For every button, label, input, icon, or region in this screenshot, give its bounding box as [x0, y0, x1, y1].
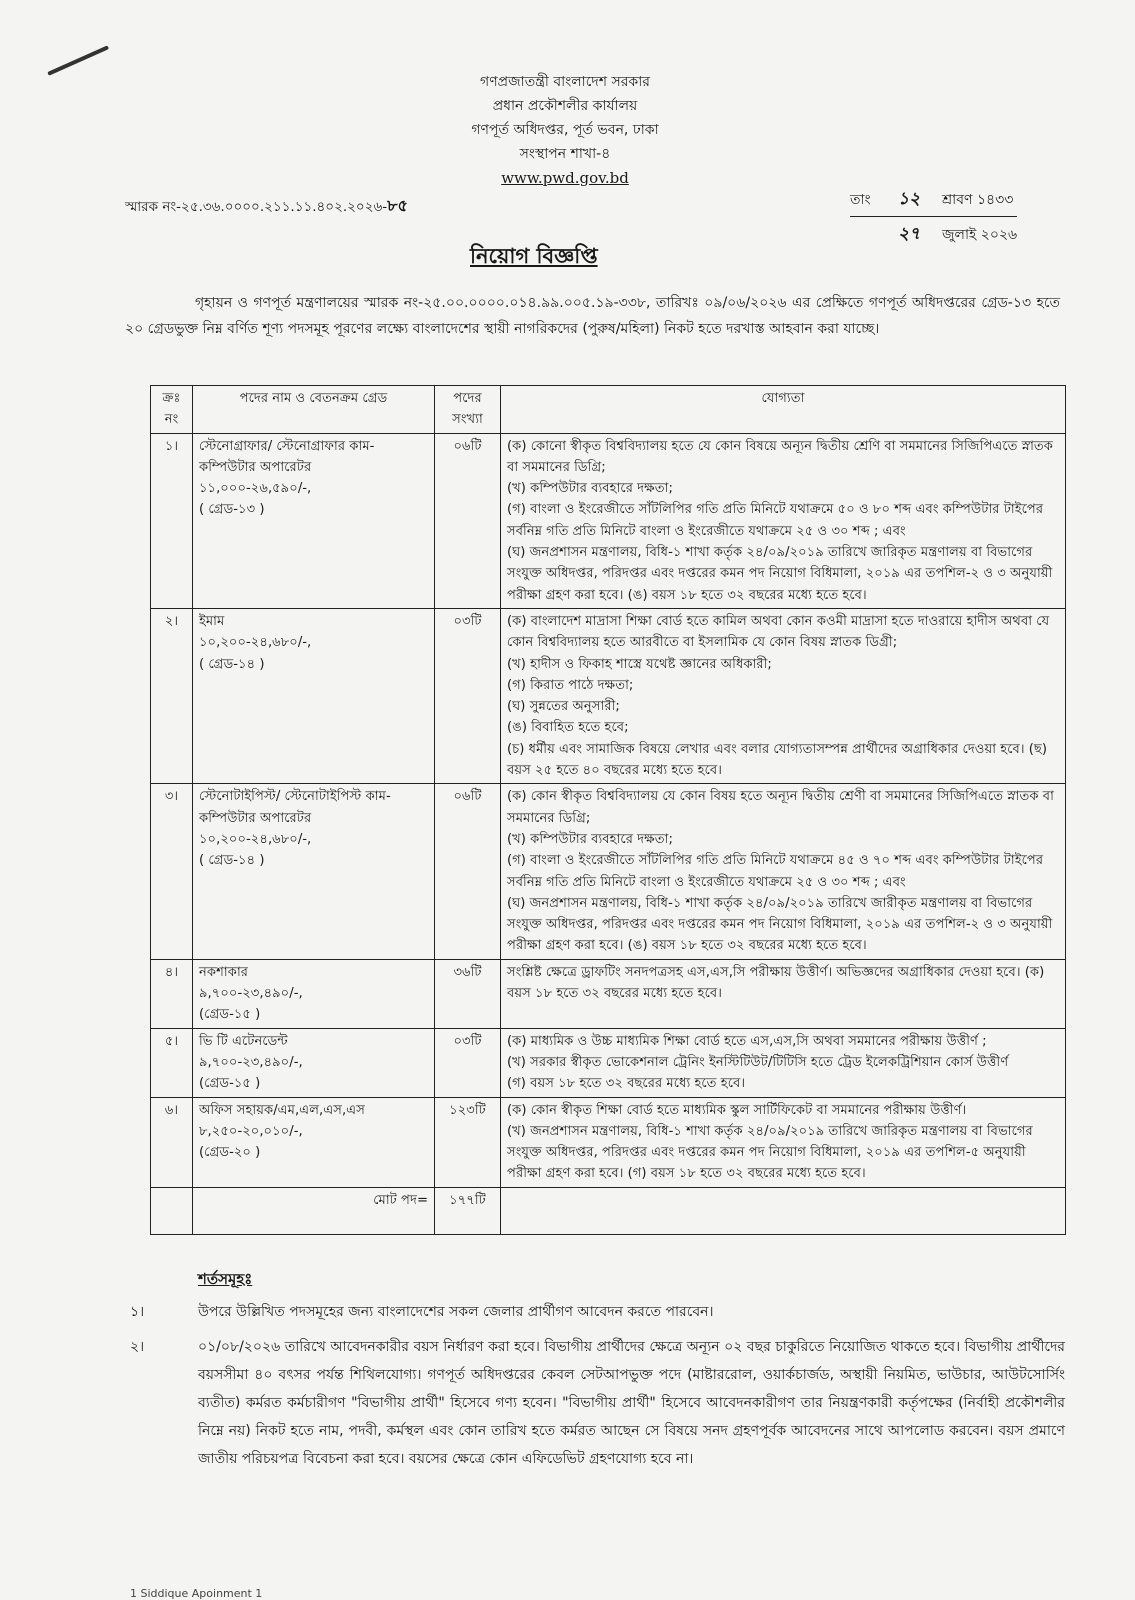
qualification-line: সংশ্লিষ্ট ক্ষেত্রে ড্রাফটিং সনদপত্রসহ এস,এস,সি পরীক্ষায় উত্তীর্ণ। অভিজ্ঞদের অগ্রাধিকার দেওয়া হবে। (ক) বয়স ১৮ হতে ৩২ বছরের মধ্যে হতে হবে। [507, 964, 1045, 1002]
pay-scale: ৯,৭০০-২৩,৪৯০/-, [199, 986, 303, 1002]
pay-scale: ১১,০০০-২৬,৫৯০/-, [199, 481, 312, 497]
bangla-day: ১২ [898, 189, 921, 209]
qualification-line: (ক) কোন স্বীকৃত শিক্ষা বোর্ড হতে মাধ্যমিক স্কুল সার্টিফিকেট বা সমমানের পরীক্ষায় উত্তীর্ণ। [507, 1102, 967, 1118]
post-cell [193, 608, 435, 783]
table-row [151, 608, 1066, 783]
grade: ( গ্রেড-১৪ ) [199, 853, 265, 869]
post-cell [193, 959, 435, 1028]
serial-cell: ৪। [151, 959, 193, 1028]
term-item [130, 1298, 1065, 1326]
grade: ( গ্রেড-১৪ ) [199, 656, 265, 672]
website-link[interactable]: www.pwd.gov.bd [501, 169, 629, 187]
qualification-line: (ক) কোন স্বীকৃত বিশ্ববিদ্যালয় যে কোন বিষয় হতে অন্যূন দ্বিতীয় শ্রেণী বা সমমানের সিজিপিএতে স্নাতক বা সমমানের ডিগ্রি; [507, 789, 1054, 826]
table-row [151, 959, 1066, 1028]
date-label: তাং [850, 192, 871, 208]
total-row [151, 1187, 1066, 1234]
qualification-line: (ঘ) জনপ্রশাসন মন্ত্রণালয়, বিধি-১ শাখা কর্তৃক ২৪/০৯/২০১৯ তারিখে জারিকৃত মন্ত্রণালয় বা বিভাগের সংযুক্ত অধিদপ্তর, পরিদপ্তর এবং দপ্তরের কমন পদ নিয়োগ বিধিমালা, ২০১৯ এর তপশিল-২ ও ৩ অনুযায়ী পরীক্ষা গ্রহণ করা হবে। (ঙ) বয়স ১৮ হতে ৩২ বছরের মধ্যে হতে হবে। [507, 545, 1053, 603]
post-cell [193, 1028, 435, 1097]
table-row [151, 433, 1066, 608]
grade: ( গ্রেড-১৩ ) [199, 502, 265, 518]
header-count: পদের সংখ্যা [435, 386, 501, 434]
english-month-year: জুলাই ২০২৬ [942, 227, 1018, 243]
pay-scale: ১০,২০০-২৪,৬৮০/-, [199, 635, 312, 651]
total-value: ১৭৭টি [435, 1187, 501, 1234]
post-count-cell: ৩৬টি [435, 959, 501, 1028]
header-line-4: সংস্থাপন শাখা-৪ [519, 146, 611, 162]
post-name: নকশাকার [199, 964, 249, 980]
post-name: অফিস সহায়ক/এম,এল,এস,এস [199, 1102, 365, 1118]
bangla-month-year: শ্রাবণ ১৪৩৩ [942, 192, 1014, 208]
qualification-cell [501, 608, 1066, 783]
pen-mark [47, 45, 109, 75]
post-count-cell: ০৬টি [435, 433, 501, 608]
post-cell [193, 784, 435, 959]
term-item [130, 1333, 1065, 1473]
post-name: ইমাম [199, 613, 225, 629]
term-number: ২। [130, 1339, 145, 1355]
memo-prefix: স্মারক নং-২৫.৩৬.০০০০.২১১.১১.৪০২.২০২৬- [125, 199, 388, 215]
qualification-cell [501, 784, 1066, 959]
post-cell [193, 1097, 435, 1187]
qualification-line: (খ) সরকার স্বীকৃত ভোকেশনাল ট্রেনিং ইনস্টিটিউট/টিটিসি হতে ট্রেড ইলেকট্রিশিয়ান কোর্স উত্তীর্ণ [507, 1054, 1009, 1070]
memo-number [125, 193, 408, 220]
header-post: পদের নাম ও বেতনক্রম গ্রেড [193, 386, 435, 434]
table-row [151, 1097, 1066, 1187]
notice-title: নিয়োগ বিজ্ঞপ্তি [470, 244, 598, 268]
grade: (গ্রেড-১৫ ) [199, 1076, 261, 1092]
serial-cell: ৫। [151, 1028, 193, 1097]
grade: (গ্রেড-২০ ) [199, 1145, 261, 1161]
english-day: ২৭ [898, 224, 921, 244]
term-text: ০১/০৮/২০২৬ তারিখে আবেদনকারীর বয়স নির্ধারণ করা হবে। বিভাগীয় প্রার্থীদের ক্ষেত্রে অন্যূন ০২ বছর চাকুরিতে নিয়োজিত থাকতে হবে। বিভাগীয় প্রার্থীদের বয়সসীমা ৪০ বৎসর পর্যন্ত শিথিলযোগ্য। গণপূর্ত অধিদপ্তরের কেবল সেটআপভুক্ত পদে (মাষ্টাররোল, ওয়ার্কচার্জড, অস্থায়ী নিয়মিত, ভাউচার, আউটসোর্সিং ব্যতীত) কর্মরত কর্মচারীগণ "বিভাগীয় প্রার্থী" হিসেবে গণ্য হবেন। "বিভাগীয় প্রার্থী" হিসেবে আবেদনকারীগণ তার নিয়ন্ত্রণকারী কর্তৃপক্ষের (নির্বাহী প্রকৌশলীর নিম্নে নয়) নিকট হতে নাম, পদবী, কর্মস্থল এবং কোন তারিখ হতে কর্মরত আছেন সে বিষয়ে সনদ গ্রহণপূর্বক আবেদনের সাথে আপলোড করবেন। বয়স প্রমাণে জাতীয় পরিচয়পত্র বিবেচনা করা হবে। বয়সের ক্ষেত্রে কোন এফিডেভিট গ্রহণযোগ্য হবে না। [198, 1339, 1065, 1467]
qualification-line: (ক) মাধ্যমিক ও উচ্চ মাধ্যমিক শিক্ষা বোর্ড হতে এস,এস,সি অথবা সমমানের পরীক্ষায় উত্তীর্ণ ; [507, 1033, 987, 1049]
qualification-cell [501, 1028, 1066, 1097]
post-count-cell: ০৩টি [435, 608, 501, 783]
post-name: স্টেনোটাইপিস্ট/ স্টেনোটাইপিস্ট কাম-কম্পিউটার অপারেটর [199, 789, 391, 826]
qualification-line: (খ) হাদীস ও ফিকাহ শাস্ত্রে যথেষ্ট জ্ঞানের অধিকারী; [507, 656, 772, 672]
qualification-line: (গ) কিরাত পাঠে দক্ষতা; [507, 677, 634, 693]
qualification-line: (ঙ) বিবাহিত হতে হবে; [507, 720, 629, 736]
header-line-3: গণপূর্ত অধিদপ্তর, পূর্ত ভবন, ঢাকা [471, 122, 659, 138]
pay-scale: ৯,৭০০-২৩,৪৯০/-, [199, 1054, 303, 1070]
total-label: মোট পদ= [193, 1187, 435, 1234]
qualification-line: (ঘ) সুন্নতের অনুসারী; [507, 699, 620, 715]
header-line-2: প্রধান প্রকৌশলীর কার্যালয় [492, 98, 638, 114]
office-header [380, 70, 750, 190]
serial-cell: ৬। [151, 1097, 193, 1187]
post-name: ভি টি এটেনডেন্ট [199, 1033, 288, 1049]
table-row [151, 784, 1066, 959]
post-name: স্টেনোগ্রাফার/ স্টেনোগ্রাফার কাম-কম্পিউটার অপারেটর [199, 438, 375, 475]
qualification-cell [501, 1097, 1066, 1187]
qualification-line: (খ) কম্পিউটার ব্যবহারে দক্ষতা; [507, 831, 673, 847]
qualification-line: (গ) বাংলা ও ইংরেজীতে সাঁটলিপির গতি প্রতি মিনিটে যথাক্রমে ৪৫ ও ৭০ শব্দ এবং কম্পিউটার টাইপের সর্বনিম্ন গতি প্রতি মিনিটে বাংলা ও ইংরেজীতে যথাক্রমে ২৫ ও ৩০ শব্দ ; এবং [507, 853, 1044, 890]
memo-handwritten-number: ৮৫ [387, 196, 408, 215]
pay-scale: ১০,২০০-২৪,৬৮০/-, [199, 831, 312, 847]
post-count-cell: ০৩টি [435, 1028, 501, 1097]
pay-scale: ৮,২৫০-২০,০১০/-, [199, 1123, 303, 1139]
qualification-cell [501, 433, 1066, 608]
post-count-cell: ০৬টি [435, 784, 501, 959]
vacancy-table [150, 385, 1066, 1235]
table-header-row [151, 386, 1066, 434]
qualification-line: (গ) বয়স ১৮ হতে ৩২ বছরের মধ্যে হতে হবে। [507, 1076, 746, 1092]
header-qualification: যোগ্যতা [501, 386, 1066, 434]
intro-paragraph: গৃহায়ন ও গণপূর্ত মন্ত্রণালয়ের স্মারক নং-২৫.০০.০০০০.০১৪.৯৯.০০৫.১৯-৩৩৮, তারিখঃ ০৯/০৬/২০২৬ এর প্রেক্ষিতে গণপূর্ত অধিদপ্তরের গ্রেড-১৩ হতে ২০ গ্রেডভুক্ত নিম্ন বর্ণিত শূণ্য পদসমূহ পূরণের লক্ষ্যে বাংলাদেশের স্থায়ী নাগরিকদের (পুরুষ/মহিলা) নিকট হতে দরখাস্ত আহবান করা যাচ্ছে। [125, 295, 1060, 337]
post-count-cell: ১২৩টি [435, 1097, 501, 1187]
post-cell [193, 433, 435, 608]
footer-note: 1 Siddique Apoinment 1 [130, 1587, 263, 1600]
term-text: উপরে উল্লিখিত পদসমূহের জন্য বাংলাদেশের সকল জেলার প্রার্থীগণ আবেদন করতে পারবেন। [198, 1304, 714, 1320]
terms-title: শর্তসমূহঃ [198, 1270, 253, 1288]
serial-cell: ৩। [151, 784, 193, 959]
qualification-line: (খ) কম্পিউটার ব্যবহারে দক্ষতা; [507, 481, 673, 497]
table-row [151, 1028, 1066, 1097]
serial-cell: ২। [151, 608, 193, 783]
qualification-line: (ক) বাংলাদেশ মাদ্রাসা শিক্ষা বোর্ড হতে কামিল অথবা কোন কওমী মাদ্রাসা হতে দাওরায়ে হাদীস অথবা যে কোন বিশ্ববিদ্যালয় হতে আরবীতে বা ইসলামিক যে কোন বিষয় স্নাতক ডিগ্রী; [507, 613, 1050, 651]
qualification-line: (ক) কোনো স্বীকৃত বিশ্ববিদ্যালয় হতে যে কোন বিষয়ে অন্যূন দ্বিতীয় শ্রেণি বা সমমানের সিজিপিএতে স্নাতক বা সমমানের ডিগ্রি; [507, 438, 1054, 475]
qualification-line: (গ) বাংলা ও ইংরেজীতে সাঁটলিপির গতি প্রতি মিনিটে যথাক্রমে ৫০ ও ৮০ শব্দ এবং কম্পিউটার টাইপের সর্বনিম্ন গতি প্রতি মিনিটে বাংলা ও ইংরেজীতে যথাক্রমে ২৫ ও ৩০ শব্দ ; এবং [507, 502, 1044, 539]
grade: (গ্রেড-১৫ ) [199, 1007, 261, 1023]
qualification-line: (ঘ) জনপ্রশাসন মন্ত্রণালয়, বিধি-১ শাখা কর্তৃক ২৪/০৯/২০১৯ তারিখে জারীকৃত মন্ত্রণালয় বা বিভাগের সংযুক্ত অধিদপ্তর, পরিদপ্তর এবং দপ্তরের কমন পদ নিয়োগ বিধিমালা, ২০১৯ এর তপশিল-২ ও ৩ অনুযায়ী পরীক্ষা গ্রহণ করা হবে। (ঙ) বয়স ১৮ হতে ৩২ বছরের মধ্যে হতে হবে। [507, 895, 1053, 954]
header-line-1: গণপ্রজাতন্ত্রী বাংলাদেশ সরকার [480, 74, 650, 90]
serial-cell: ১। [151, 433, 193, 608]
term-number: ১। [130, 1304, 145, 1320]
date-block [850, 186, 1017, 249]
header-serial: ক্রঃ নং [151, 386, 193, 434]
qualification-cell [501, 959, 1066, 1028]
qualification-line: (চ) ধর্মীয় এবং সামাজিক বিষয়ে লেখার এবং বলার যোগ্যতাসম্পন্ন প্রার্থীদের অগ্রাধিকার দেওয়া হবে। (ছ) বয়স ২৫ হতে ৪০ বছরের মধ্যে হতে হবে। [507, 741, 1048, 779]
qualification-line: (খ) জনপ্রশাসন মন্ত্রণালয়, বিধি-১ শাখা কর্তৃক ২৪/০৯/২০১৯ তারিখে জারিকৃত মন্ত্রণালয় বা বিভাগের সংযুক্ত অধিদপ্তর, পরিদপ্তর এবং দপ্তরের কমন পদ নিয়োগ বিধিমালা, ২০১৯ এর তপশিল-৫ অনুযায়ী পরীক্ষা গ্রহণ করা হবে। (গ) বয়স ১৮ হতে ৩২ বছরের মধ্যে হতে হবে। [507, 1123, 1033, 1182]
